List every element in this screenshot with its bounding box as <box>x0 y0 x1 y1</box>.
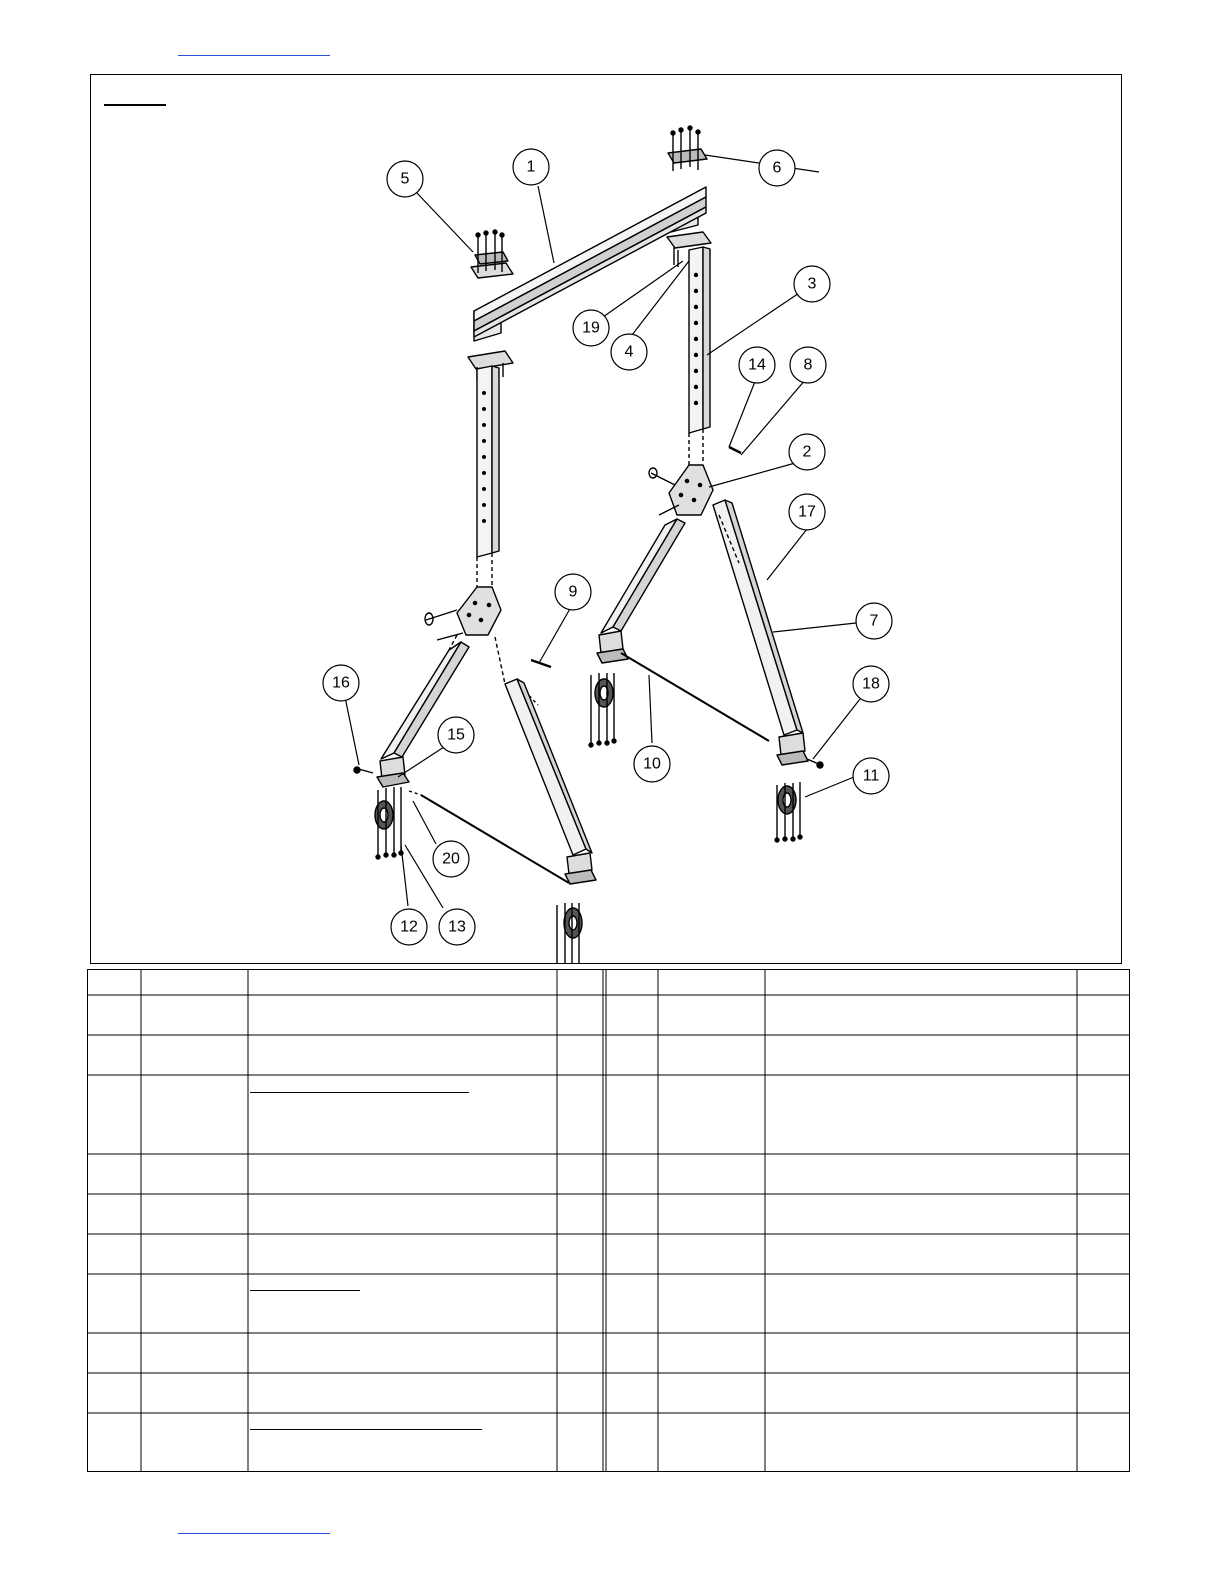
svg-text:9: 9 <box>568 583 578 601</box>
svg-text:19: 19 <box>582 319 600 337</box>
svg-text:11: 11 <box>862 767 880 785</box>
callout-15 <box>438 717 474 753</box>
callout-16 <box>323 665 359 701</box>
callout-5 <box>387 161 423 197</box>
svg-text:5: 5 <box>400 170 410 188</box>
callout-19 <box>573 310 609 346</box>
svg-text:13: 13 <box>448 918 466 936</box>
exploded-view-drawing <box>90 74 1122 964</box>
svg-text:2: 2 <box>802 443 812 461</box>
callout-20 <box>433 841 469 877</box>
svg-text:7: 7 <box>869 612 879 630</box>
svg-text:4: 4 <box>624 343 634 361</box>
callout-8 <box>790 347 826 383</box>
svg-text:1: 1 <box>526 158 536 176</box>
svg-text:14: 14 <box>748 356 766 374</box>
svg-text:15: 15 <box>447 726 465 744</box>
table-grid <box>87 969 1130 1472</box>
callout-7 <box>856 603 892 639</box>
callout-11 <box>853 758 889 794</box>
callout-13 <box>439 909 475 945</box>
callout-4 <box>611 334 647 370</box>
callout-2 <box>789 434 825 470</box>
svg-text:8: 8 <box>803 356 813 374</box>
svg-text:17: 17 <box>798 503 816 521</box>
callout-18 <box>853 666 889 702</box>
callout-1 <box>513 149 549 185</box>
gantry-crane-illustration <box>91 75 1122 964</box>
footer-link[interactable] <box>178 1533 330 1534</box>
callout-17 <box>789 494 825 530</box>
callout-6 <box>759 150 795 186</box>
callout-12 <box>391 909 427 945</box>
svg-text:16: 16 <box>332 674 350 692</box>
svg-text:12: 12 <box>400 918 418 936</box>
header-link[interactable] <box>178 55 330 56</box>
svg-text:3: 3 <box>807 275 817 293</box>
parts-list-table <box>87 969 1130 1472</box>
callout-9 <box>555 574 591 610</box>
row-3-description-underline <box>250 1092 469 1093</box>
row-10-description-underline <box>250 1429 482 1430</box>
callout-3 <box>794 266 830 302</box>
svg-text:6: 6 <box>772 159 782 177</box>
callout-10 <box>634 746 670 782</box>
svg-text:18: 18 <box>862 675 880 693</box>
row-7-description-underline <box>250 1290 360 1291</box>
svg-text:20: 20 <box>442 850 460 868</box>
svg-text:10: 10 <box>643 755 661 773</box>
callout-14 <box>739 347 775 383</box>
